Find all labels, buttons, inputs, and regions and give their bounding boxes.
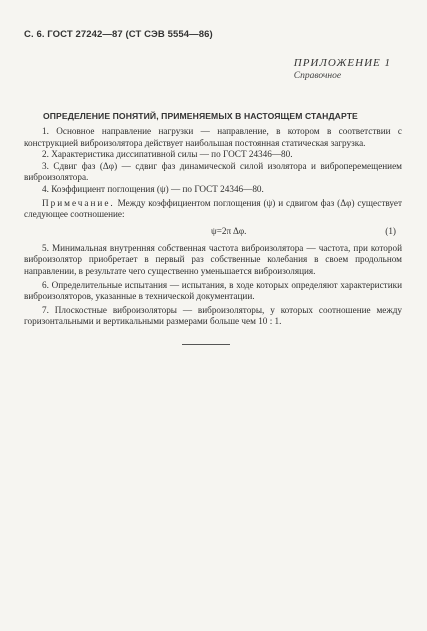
paragraph-item-5: 5. Минимальная внутренняя собственная частота виброизолятора — частота, при которой виброизолятор приобретает в первый раз собственные колебания в своем продольном направлении, в результате чего существенно уменьшается виброизоляция. bbox=[24, 242, 402, 276]
note-paragraph bbox=[24, 198, 402, 221]
page-header: С. 6. ГОСТ 27242—87 (СТ СЭВ 5554—86) bbox=[24, 29, 213, 40]
appendix-block bbox=[294, 57, 391, 81]
paragraph-item-4: 4. Коэффициент поглощения (ψ) — по ГОСТ 24346—80. bbox=[42, 183, 264, 194]
formula-number: (1) bbox=[385, 225, 396, 236]
end-rule bbox=[182, 344, 230, 345]
note-text: Между коэффициентом поглощения (ψ) и сдвигом фаз (Δφ) существует следующее соотношение: bbox=[24, 197, 402, 220]
section-heading: ОПРЕДЕЛЕНИЕ ПОНЯТИЙ, ПРИМЕНЯЕМЫХ В НАСТОЯЩЕМ СТАНДАРТЕ bbox=[43, 111, 358, 121]
body-text bbox=[24, 126, 402, 328]
note-label: Примечание. bbox=[42, 197, 115, 208]
paragraph-item-3: 3. Сдвиг фаз (Δφ) — сдвиг фаз динамической силой изолятора и виброперемещением виброизолятора. bbox=[24, 160, 402, 183]
paragraph-item-7: 7. Плоскостные виброизоляторы — виброизоляторы, у которых соотношение между горизонтальными и вертикальными размерами больше чем 10 : 1. bbox=[24, 304, 402, 327]
formula bbox=[24, 223, 402, 240]
paragraph-item-6: 6. Определительные испытания — испытания, в ходе которых определяют характеристики виброизоляторов, указанные в технической документации. bbox=[24, 279, 402, 302]
appendix-title: ПРИЛОЖЕНИЕ 1 bbox=[293, 57, 391, 69]
paragraph-item-1: 1. Основное направление нагрузки — направление, в котором в соответствии с конструкцией виброизолятора действует наибольшая постоянная статическая загрузка. bbox=[24, 126, 402, 148]
paragraph-item-2: 2. Характеристика диссипативной силы — по ГОСТ 24346—80. bbox=[42, 149, 293, 160]
formula-expression: ψ=2π Δφ. bbox=[211, 225, 247, 236]
appendix-subtitle: Справочное bbox=[293, 71, 342, 81]
